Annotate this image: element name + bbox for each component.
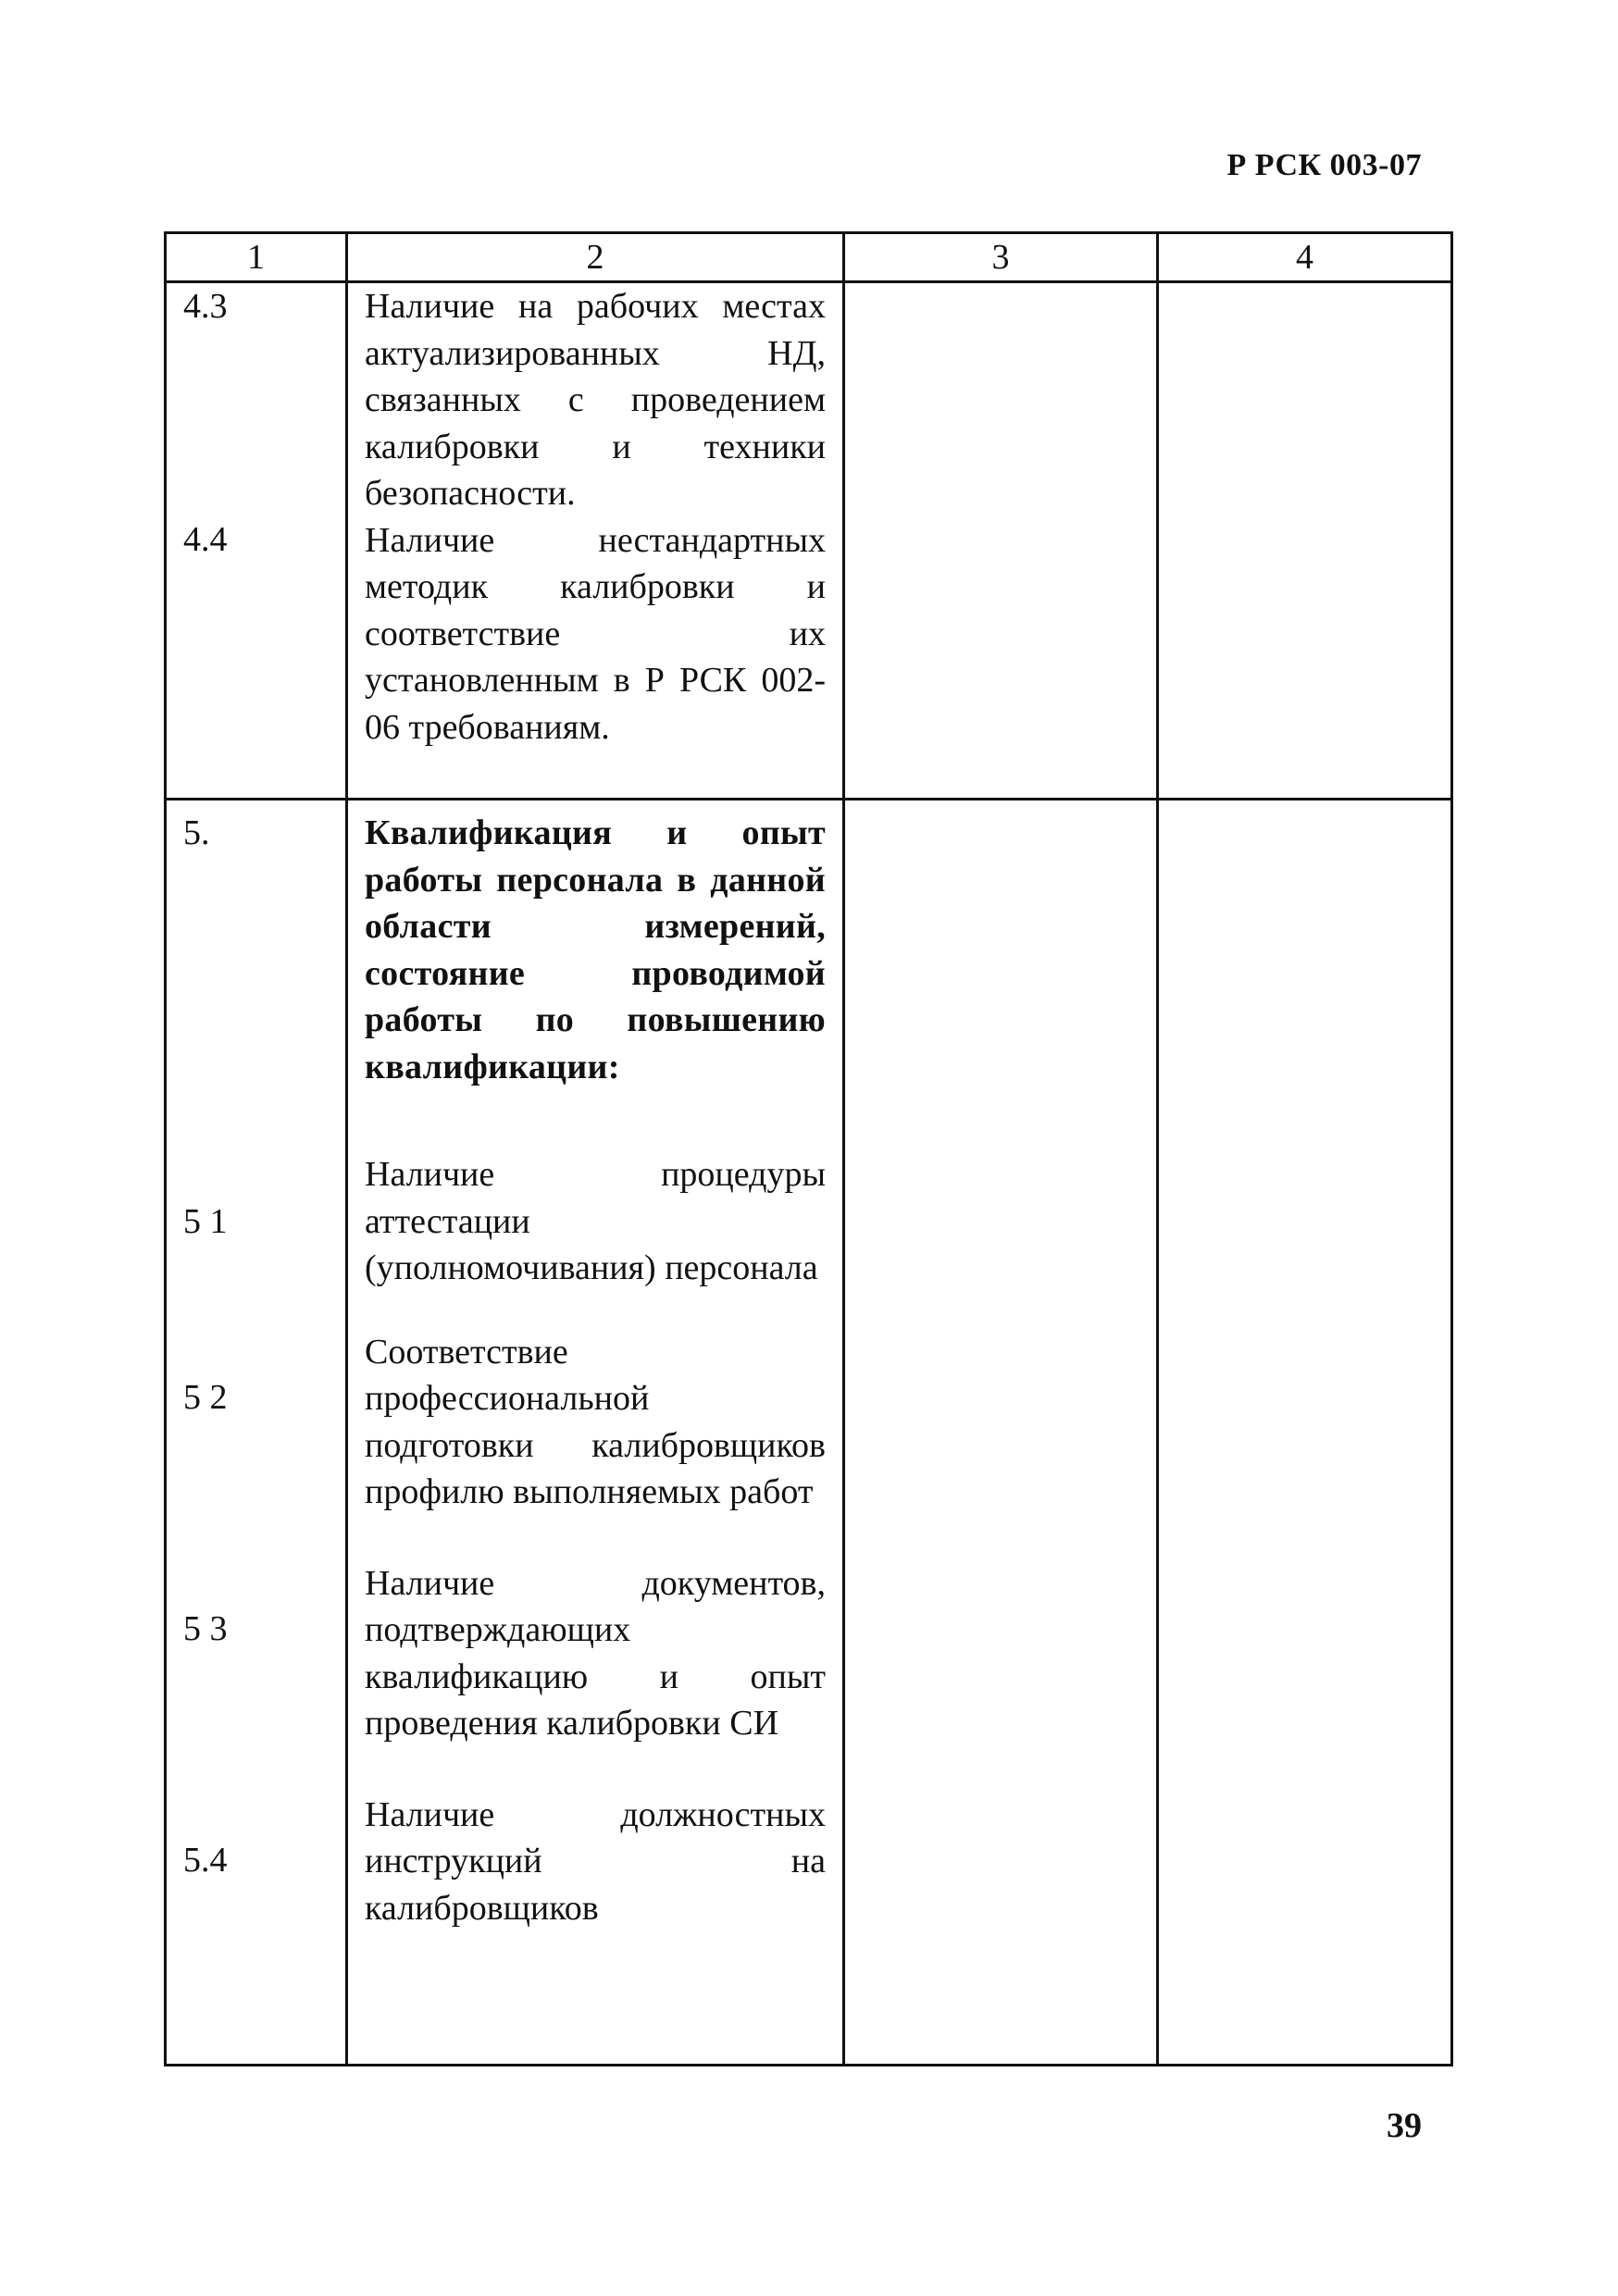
item-number: 5 1 bbox=[183, 1202, 228, 1241]
item-text: Наличие документов, подтверждающих квалификацию и опыт проведения калибровки СИ bbox=[365, 1563, 826, 1743]
requirements-table bbox=[164, 231, 1453, 2066]
item-text: Наличие нестандартных методик калибровки и соответствие их установленным в Р РСК 002-06 требованиям. bbox=[365, 520, 826, 747]
section-number: 5. bbox=[183, 813, 210, 852]
column-header-1: 1 bbox=[166, 233, 347, 282]
item-number: 4.3 bbox=[183, 287, 228, 326]
table-row bbox=[166, 800, 1452, 2066]
item-number: 4.4 bbox=[183, 520, 228, 559]
column-4-cell bbox=[1158, 282, 1452, 800]
item-number: 5.4 bbox=[183, 1841, 228, 1880]
column-header-3: 3 bbox=[844, 233, 1158, 282]
description-cell bbox=[347, 800, 844, 2066]
item-text: Наличие должностных инструкций на калибровщиков bbox=[365, 1794, 826, 1928]
item-number: 5 3 bbox=[183, 1609, 228, 1648]
item-text: Соответствие профессиональной подготовки калибровщиков профилю выполняемых работ bbox=[365, 1332, 826, 1511]
column-header-4: 4 bbox=[1158, 233, 1452, 282]
column-3-cell bbox=[844, 282, 1158, 800]
item-number: 5 2 bbox=[183, 1378, 228, 1417]
section-title: Квалификация и опыт работы персонала в данной области измерений, состояние проводимой работы по повышению квалификации: bbox=[365, 813, 826, 1086]
item-text: Наличие процедуры аттестации (уполномочивания) персонала bbox=[365, 1155, 826, 1287]
document-code: Р РСК 003-07 bbox=[1226, 148, 1422, 182]
description-cell bbox=[347, 282, 844, 800]
table-header-row bbox=[166, 233, 1452, 282]
column-3-cell bbox=[844, 800, 1158, 2066]
number-cell bbox=[166, 282, 347, 800]
page-number: 39 bbox=[1387, 2106, 1422, 2145]
table-row bbox=[166, 282, 1452, 800]
column-header-2: 2 bbox=[347, 233, 844, 282]
number-cell bbox=[166, 800, 347, 2066]
column-4-cell bbox=[1158, 800, 1452, 2066]
item-text: Наличие на рабочих местах актуализированных НД, связанных с проведением калибровки и техники безопасности. bbox=[365, 287, 826, 513]
